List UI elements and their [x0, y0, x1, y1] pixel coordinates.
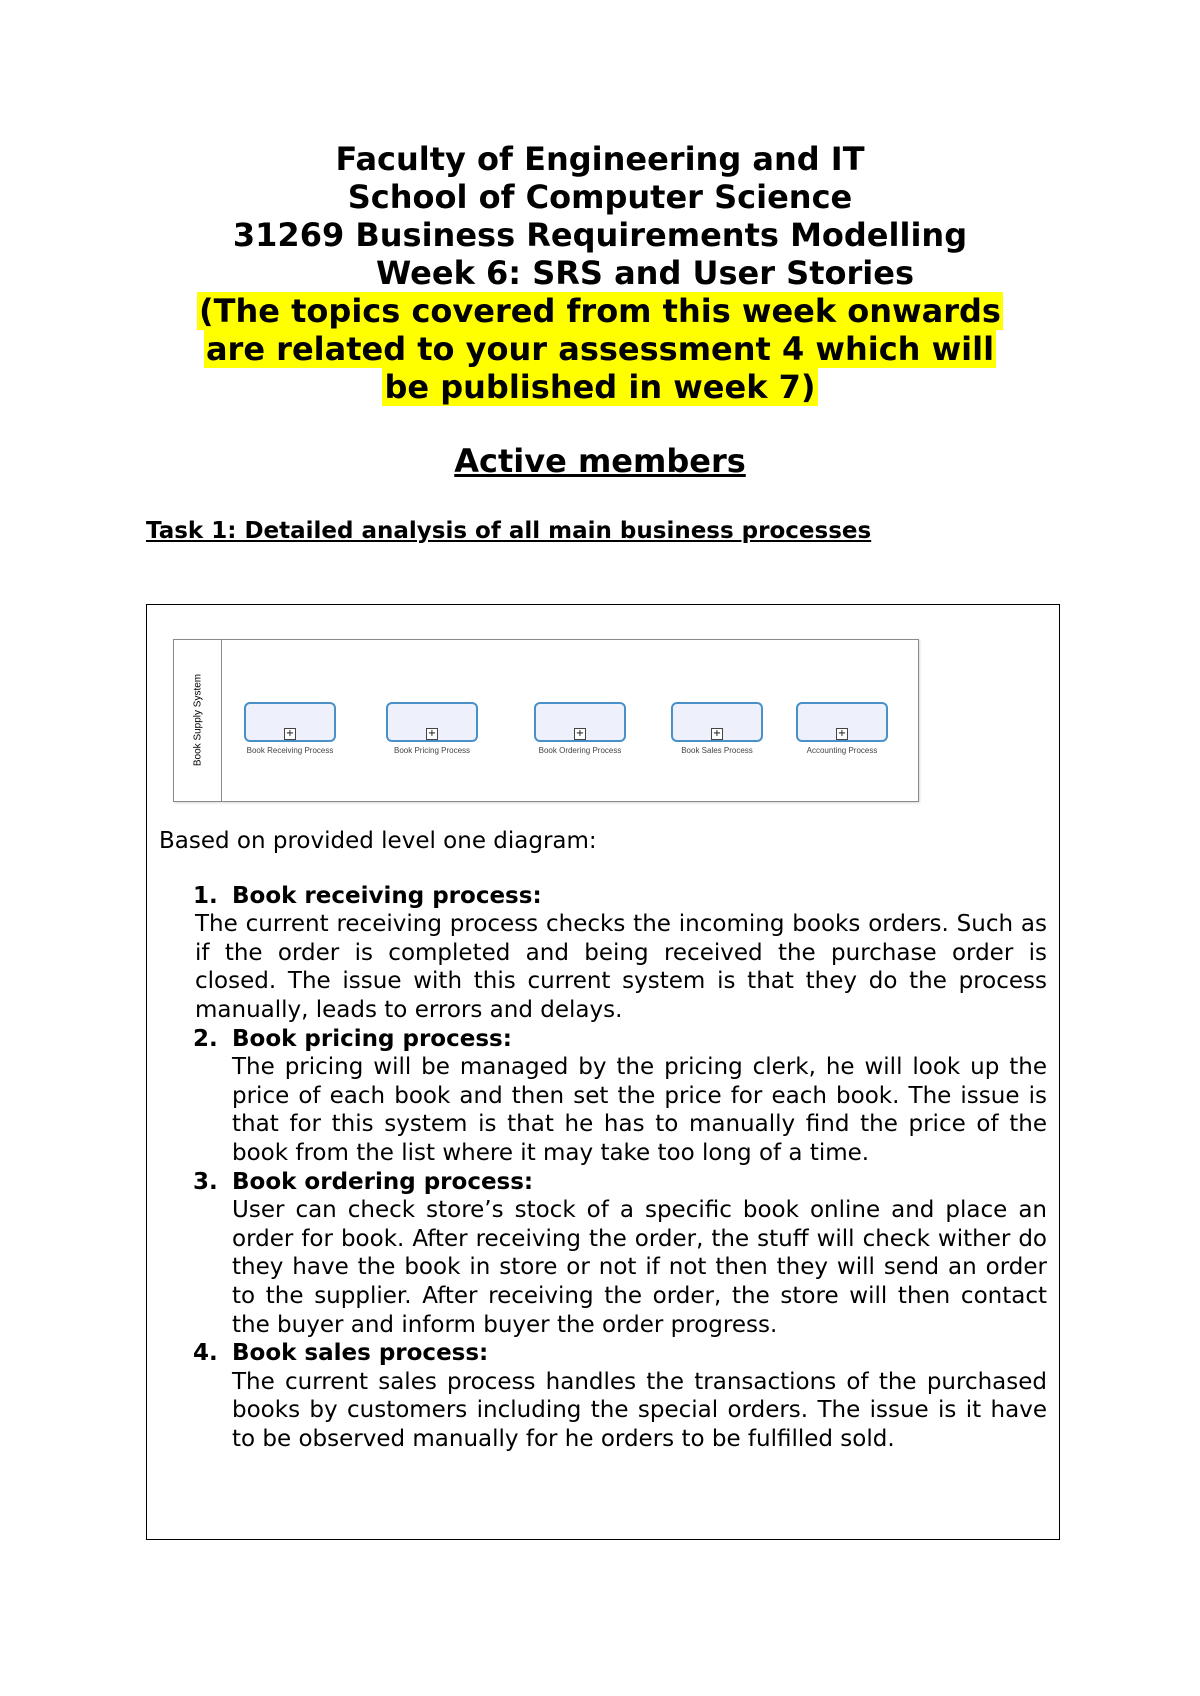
expand-icon: + — [712, 728, 722, 739]
assessment-note-line-3: be published in week 7) — [384, 368, 816, 406]
document-header — [0, 140, 1200, 406]
list-item — [159, 1339, 1047, 1453]
list-item — [159, 882, 1047, 1025]
process-box-ordering — [534, 702, 626, 742]
expand-icon: + — [575, 728, 585, 739]
process-box-accounting — [796, 702, 888, 742]
process-label-ordering: Book Ordering Process — [538, 746, 622, 755]
process-label-sales: Book Sales Process — [681, 746, 753, 755]
expand-icon: + — [285, 728, 295, 739]
task-title: Task 1: Detailed analysis of all main business processes — [146, 518, 872, 544]
item-title: Book ordering process: — [232, 1168, 534, 1195]
process-box-pricing — [386, 702, 478, 742]
item-title: Book pricing process: — [232, 1025, 512, 1052]
assessment-note-line-1: (The topics covered from this week onwards — [199, 292, 1001, 330]
item-text: The current receiving process checks the incoming books orders. Such as if the order is completed and being received the purchase order is closed. The issue with this current system is that they do the process manually, leads to errors and delays. — [195, 911, 1047, 1023]
expand-icon: + — [837, 728, 847, 739]
item-title: Book receiving process: — [232, 882, 542, 909]
process-label-accounting: Accounting Process — [806, 746, 878, 755]
intro-text: Based on provided level one diagram: — [159, 828, 597, 854]
week-title: Week 6: SRS and User Stories — [376, 254, 914, 292]
faculty-title: Faculty of Engineering and IT — [335, 140, 865, 178]
item-text: User can check store’s stock of a specific book online and place an order for book. After receiving the order, the stuff will check wither do they have the book in store or not if not then they will send an order to the supplier. After receiving the order, the store will then contact the buyer and inform buyer the order progress. — [232, 1197, 1047, 1338]
item-number: 2. — [193, 1025, 218, 1052]
expand-icon: + — [427, 728, 437, 739]
process-box-sales — [671, 702, 763, 742]
answer-box — [146, 604, 1060, 1540]
section-title: Active members — [454, 442, 746, 480]
process-label-receiving: Book Receiving Process — [246, 746, 334, 755]
item-text: The current sales process handles the transactions of the purchased books by customers including the special orders. The issue is it have to be observed manually for he orders to be fulfilled sold. — [232, 1368, 1047, 1452]
swimlane-label: Book Supply System — [192, 673, 204, 767]
item-number: 4. — [193, 1340, 218, 1367]
level-one-diagram — [173, 639, 919, 802]
item-title: Book sales process: — [232, 1340, 489, 1367]
item-number: 3. — [193, 1168, 218, 1195]
assessment-note-line-2: are related to your assessment 4 which will — [205, 330, 995, 368]
subject-title: 31269 Business Requirements Modelling — [232, 216, 968, 254]
answer-body — [159, 827, 1047, 1453]
process-box-receiving — [244, 702, 336, 742]
item-text: The pricing will be managed by the pricing clerk, he will look up the price of each book and then set the price for each book. The issue is that for this system is that he has to manually find the price of the book from the list where it may take too long of a time. — [232, 1054, 1047, 1166]
item-number: 1. — [193, 882, 218, 909]
list-item — [159, 1025, 1047, 1168]
school-title: School of Computer Science — [347, 178, 853, 216]
swimlane-header — [174, 640, 222, 801]
process-label-pricing: Book Pricing Process — [393, 746, 471, 755]
list-item — [159, 1168, 1047, 1340]
